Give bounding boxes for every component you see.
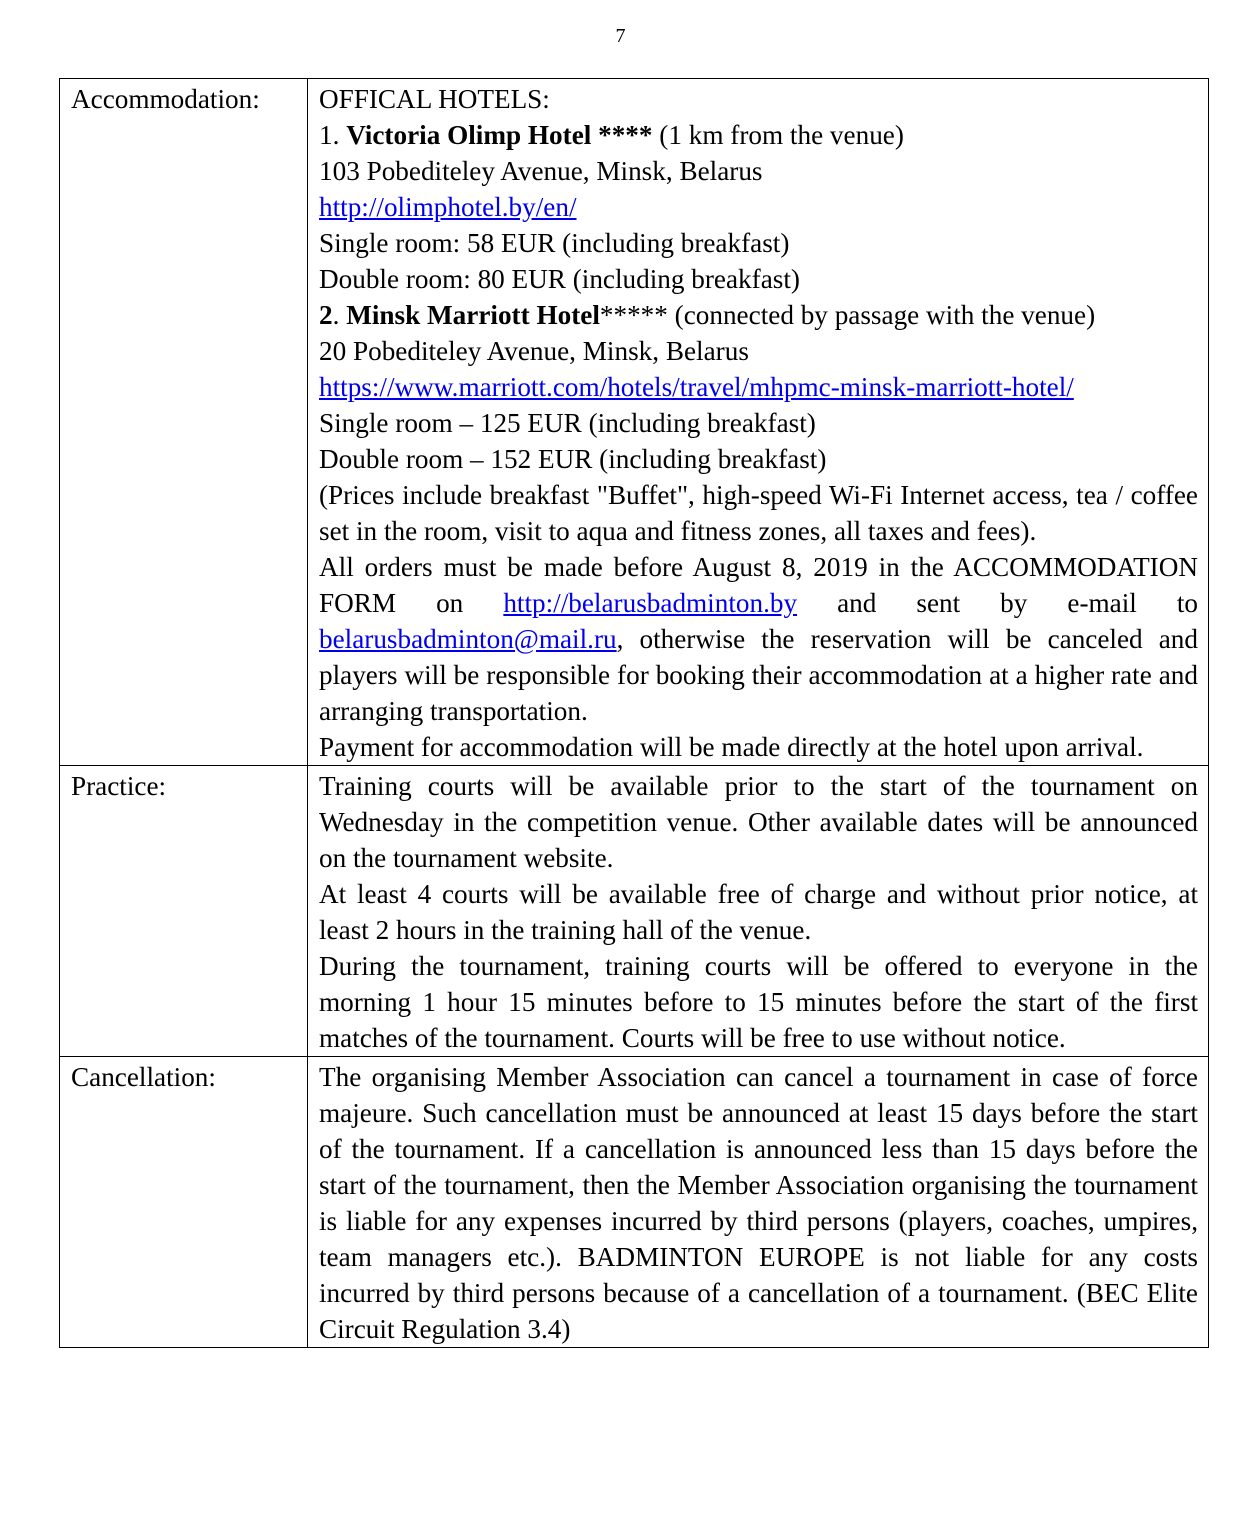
hotel1-number: 1.: [319, 120, 347, 150]
email-link[interactable]: belarusbadminton@mail.ru: [319, 624, 617, 654]
cancellation-content: [308, 1057, 1209, 1348]
hotel2-stars: *****: [599, 300, 668, 330]
practice-row: [60, 766, 1209, 1057]
federation-site-link[interactable]: http://belarusbadminton.by: [503, 588, 798, 618]
hotel1-note: (1 km from the venue): [652, 120, 904, 150]
cancellation-row: [60, 1057, 1209, 1348]
orders-text-1: All orders must be made before August 8, 2019 in the ACCOMMODATION FORM on: [319, 552, 1198, 618]
cancellation-paragraph: The organising Member Association can cancel a tournament in case of force majeure. Such cancellation must be announced at least 15 days before the start of the tournament. If a cancellation is announced less than 15 days before the start of the tournament, then the Member Association organising the tournament is liable for any expenses incurred by third persons (players, coaches, umpires, team managers etc.). BADMINTON EUROPE is not liable for any costs incurred by third persons because of a cancellation of a tournament. (BEC Elite Circuit Regulation 3.4): [319, 1062, 1198, 1344]
accommodation-content: [308, 79, 1209, 766]
hotel2-name: Minsk Marriott Hotel: [346, 300, 600, 330]
hotel1-double-price: Double room: 80 EUR (including breakfast): [319, 264, 800, 294]
hotel1-single-price: Single room: 58 EUR (including breakfast): [319, 228, 790, 258]
page-number: 7: [615, 25, 626, 47]
orders-paragraph: [319, 549, 1198, 729]
hotel2-address: 20 Pobediteley Avenue, Minsk, Belarus: [319, 336, 749, 366]
orders-text-3: , otherwise the reservation will be canceled and players will be responsible for booking their accommodation at a higher rate and arranging transportation.: [319, 624, 1198, 726]
hotel1-link[interactable]: http://olimphotel.by/en/: [319, 192, 577, 222]
practice-paragraph-2: At least 4 courts will be available free of charge and without prior notice, at least 2 hours in the training hall of the venue.: [319, 879, 1198, 945]
practice-content: [308, 766, 1209, 1057]
orders-text-2: and sent by e-mail to: [797, 588, 1199, 618]
accommodation-row: [60, 79, 1209, 766]
hotel2-title: [319, 297, 1198, 333]
payment-paragraph: Payment for accommodation will be made directly at the hotel upon arrival.: [319, 732, 1144, 762]
accommodation-label: Accommodation:: [60, 79, 308, 766]
hotel1-title: [319, 117, 1198, 153]
practice-label: Practice:: [60, 766, 308, 1057]
hotel2-double-price: Double room – 152 EUR (including breakfast): [319, 444, 827, 474]
practice-paragraph-1: Training courts will be available prior to the start of the tournament on Wednesday in the competition venue. Other available dates will be announced on the tournament website.: [319, 771, 1198, 873]
hotel2-number: 2: [319, 300, 333, 330]
practice-paragraph-3: During the tournament, training courts will be offered to everyone in the morning 1 hour 15 minutes before to 15 minutes before the start of the first matches of the tournament. Courts will be free to use without notice.: [319, 951, 1198, 1053]
hotel2-note: (connected by passage with the venue): [667, 300, 1096, 330]
info-table: [59, 78, 1209, 1348]
prices-note: (Prices include breakfast "Buffet", high-speed Wi-Fi Internet access, tea / coffee set in the room, visit to aqua and fitness zones, all taxes and fees).: [319, 480, 1198, 546]
hotel2-single-price: Single room – 125 EUR (including breakfast): [319, 408, 816, 438]
hotels-heading: OFFICAL HOTELS:: [319, 84, 550, 114]
hotel1-address: 103 Pobediteley Avenue, Minsk, Belarus: [319, 156, 763, 186]
hotel2-dot: .: [332, 300, 347, 330]
cancellation-label: Cancellation:: [60, 1057, 308, 1348]
hotel2-link[interactable]: https://www.marriott.com/hotels/travel/mhpmc-minsk-marriott-hotel/: [319, 372, 1074, 402]
hotel1-name: Victoria Olimp Hotel ****: [346, 120, 653, 150]
